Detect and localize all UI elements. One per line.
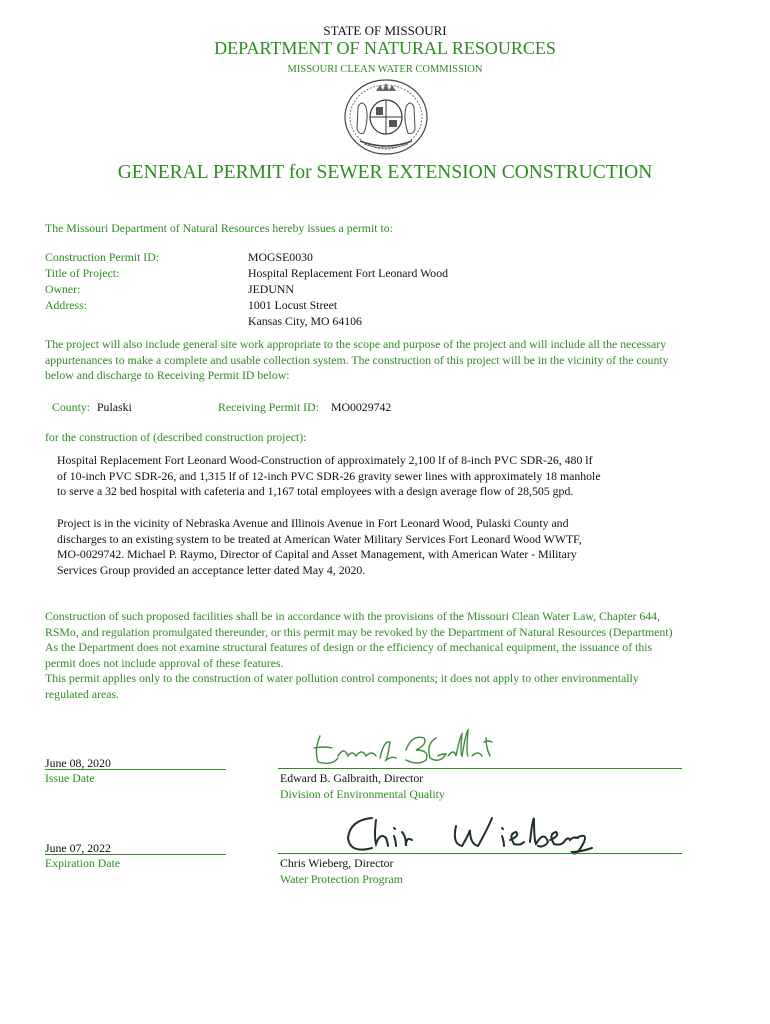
- address-label: Address:: [45, 298, 87, 312]
- condition-line: This permit applies only to the construction of water pollution control components; it does not apply to other environmentally: [45, 671, 639, 686]
- permit-title: GENERAL PERMIT for SEWER EXTENSION CONSTRUCTION: [117, 162, 653, 183]
- permit-id-value: MOGSE0030: [248, 250, 313, 264]
- issue-date-label: Issue Date: [45, 771, 95, 785]
- expiration-signature-line: [278, 853, 682, 854]
- address-line-2: Kansas City, MO 64106: [248, 314, 362, 328]
- issue-signature-line: [278, 768, 682, 769]
- commission-heading: MISSOURI CLEAN WATER COMMISSION: [287, 64, 483, 75]
- receiving-permit-label: Receiving Permit ID:: [218, 400, 319, 414]
- state-heading: STATE OF MISSOURI: [323, 23, 447, 38]
- project-title-value: Hospital Replacement Fort Leonard Wood: [248, 266, 448, 280]
- expiration-signer-name: Chris Wieberg, Director: [280, 856, 394, 870]
- description-paragraph-2: [57, 516, 582, 578]
- issue-date-line: [45, 769, 226, 770]
- issue-signer-name: Edward B. Galbraith, Director: [280, 771, 424, 785]
- condition-line: Construction of such proposed facilities shall be in accordance with the provisions of the Missouri Clean Water Law, Chapter 644,: [45, 609, 660, 623]
- conditions-paragraph: [45, 609, 673, 703]
- scope-line: The project will also include general site work appropriate to the scope and purpose of the project and will include all the necessary: [45, 337, 667, 351]
- galbraith-signature: [308, 728, 508, 772]
- missouri-state-seal-icon: [340, 77, 432, 157]
- county-label: County:: [52, 400, 91, 414]
- condition-line: As the Department does not examine structural features of design or the efficiency of mechanical equipment, the issuance of this: [45, 640, 653, 655]
- description-paragraph-1: [57, 453, 601, 500]
- description-line: of 10-inch PVC SDR-26, and 1,315 lf of 12-inch PVC SDR-26 gravity sewer lines with approximately 18 manhole: [57, 468, 601, 483]
- description-line: discharges to an existing system to be treated at American Water Military Services Fort Leonard Wood WWTF,: [57, 531, 582, 546]
- condition-line: permit does not include approval of these features.: [45, 655, 284, 670]
- construction-intro: for the construction of (described construction project):: [45, 430, 307, 444]
- wieberg-signature: [342, 812, 612, 862]
- owner-value: JEDUNN: [248, 282, 294, 296]
- issue-signer-division: Division of Environmental Quality: [280, 787, 445, 801]
- receiving-permit-value: MO0029742: [331, 400, 392, 414]
- issue-date: June 08, 2020: [45, 756, 111, 770]
- expiration-date-line: [45, 854, 226, 855]
- expiration-date: June 07, 2022: [45, 841, 111, 855]
- project-title-label: Title of Project:: [45, 266, 120, 280]
- address-line-1: 1001 Locust Street: [248, 298, 338, 312]
- expiration-signer-division: Water Protection Program: [280, 872, 403, 886]
- county-value: Pulaski: [97, 400, 132, 414]
- description-line: to serve a 32 bed hospital with cafeteria and 1,167 total employees with a design average flow of 28,505 gpd.: [57, 484, 574, 499]
- scope-line: below and discharge to Receiving Permit ID below:: [45, 368, 290, 383]
- condition-line: RSMo, and regulation promulgated thereunder, or this permit may be revoked by the Department of Natural Resources (Department): [45, 624, 673, 639]
- scope-paragraph: [45, 337, 669, 384]
- description-line: MO-0029742. Michael P. Raymo, Director of Capital and Asset Management, with American Water - Military: [57, 547, 577, 562]
- description-line: Services Group provided an acceptance letter dated May 4, 2020.: [57, 562, 366, 577]
- condition-line: regulated areas.: [45, 686, 120, 701]
- scope-line: appurtenances to make a complete and usable collection system. The construction of this project will be in the vicinity of the county: [45, 352, 669, 367]
- description-line: Hospital Replacement Fort Leonard Wood-Construction of approximately 2,100 lf of 8-inch PVC SDR-26, 480 lf: [57, 453, 593, 467]
- permit-id-label: Construction Permit ID:: [45, 250, 160, 264]
- intro-text: The Missouri Department of Natural Resources hereby issues a permit to:: [45, 221, 393, 235]
- expiration-date-label: Expiration Date: [45, 856, 121, 870]
- owner-label: Owner:: [45, 282, 81, 296]
- description-line: Project is in the vicinity of Nebraska Avenue and Illinois Avenue in Fort Leonard Wood, Pulaski County and: [57, 516, 569, 530]
- department-heading: DEPARTMENT OF NATURAL RESOURCES: [214, 38, 556, 58]
